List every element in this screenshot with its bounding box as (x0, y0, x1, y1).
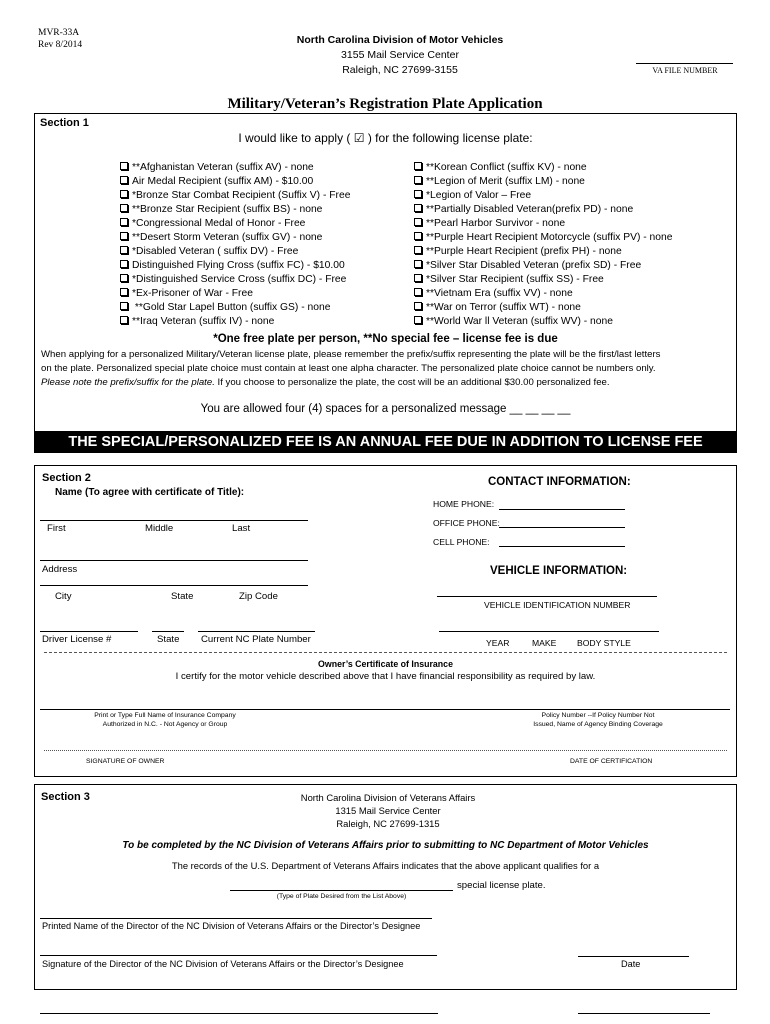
checkbox[interactable] (120, 190, 128, 198)
cell-phone-label: CELL PHONE: (433, 537, 490, 547)
dva-instruction: To be completed by the NC Division of Veterans Affairs prior to submitting to NC Department of Motor Vehicles (122, 840, 649, 851)
year-label: YEAR (486, 638, 510, 648)
checkbox[interactable] (414, 218, 422, 226)
current-plate-input-line[interactable] (198, 631, 315, 632)
checkbox[interactable] (414, 176, 422, 184)
plate-option[interactable]: **Purple Heart Recipient (prefix PH) - none (414, 245, 622, 259)
plate-option[interactable]: *Bronze Star Combat Recipient (Suffix V) - Free (120, 189, 350, 203)
plate-option[interactable]: **War on Terror (suffix WT) - none (414, 301, 581, 315)
checkbox[interactable] (120, 162, 128, 170)
page-title: Military/Veteran’s Registration Plate Application (227, 96, 543, 112)
dashed-divider (44, 652, 727, 653)
checkbox[interactable] (414, 302, 422, 310)
dmv-address-line2: Raleigh, NC 27699-3155 (342, 64, 458, 76)
checkbox[interactable] (120, 288, 128, 296)
policy-number-label-2: Issued, Name of Agency Binding Coverage (533, 721, 663, 728)
plate-option[interactable]: *Silver Star Disabled Veteran (prefix SD) - Free (414, 259, 641, 273)
va-file-number-line[interactable] (636, 63, 733, 64)
insurance-company-label-2: Authorized in N.C. - Not Agency or Group (102, 721, 228, 728)
contact-info-title: CONTACT INFORMATION: (488, 476, 631, 488)
section1-label: Section 1 (40, 117, 89, 129)
plate-option[interactable]: Air Medal Recipient (suffix AM) - $10.00 (120, 175, 313, 189)
checkbox[interactable] (120, 302, 128, 310)
year-make-body-input-line[interactable] (439, 631, 659, 632)
plate-option[interactable]: **Desert Storm Veteran (suffix GV) - none (120, 231, 322, 245)
plate-option[interactable]: **Korean Conflict (suffix KV) - none (414, 161, 587, 175)
checkbox[interactable] (414, 260, 422, 268)
dva-address-line1: 1315 Mail Service Center (335, 805, 441, 816)
make-label: MAKE (532, 638, 557, 648)
name-label: Name (To agree with certificate of Title): (55, 487, 245, 498)
city-label: City (55, 591, 72, 602)
plate-option[interactable]: *Disabled Veteran ( suffix DV) - Free (120, 245, 298, 259)
personalization-para-line3: Please note the prefix/suffix for the plate. If you choose to personalize the plate, the cost will be an additional $30.00 personalized fee. (41, 377, 610, 388)
plate-option[interactable]: *Ex-Prisoner of War - Free (120, 287, 253, 301)
signature-of-owner-label: SIGNATURE OF OWNER (86, 758, 165, 765)
printed-name-label: Printed Name of the Director of the NC Division of Veterans Affairs or the Director’s Designee (42, 921, 421, 931)
plate-option[interactable]: Distinguished Flying Cross (suffix FC) - $10.00 (120, 259, 345, 273)
va-file-number-label: VA FILE NUMBER (652, 66, 718, 75)
plate-type-input-line[interactable] (230, 890, 453, 891)
checkbox[interactable] (120, 274, 128, 282)
fee-note: *One free plate per person, **No special fee – license fee is due (213, 333, 558, 345)
checkbox[interactable] (120, 246, 128, 254)
plate-option[interactable]: **Bronze Star Recipient (suffix BS) - none (120, 203, 322, 217)
last-name-label: Last (232, 523, 251, 534)
current-plate-label: Current NC Plate Number (201, 634, 311, 645)
checkbox[interactable] (414, 274, 422, 282)
dva-address-line2: Raleigh, NC 27699-1315 (336, 818, 440, 829)
plate-option[interactable]: *Silver Star Recipient (suffix SS) - Free (414, 273, 604, 287)
cell-phone-input-line[interactable] (499, 546, 625, 547)
plate-prompt: I would like to apply ( ☑ ) for the following license plate: (238, 131, 533, 145)
date-label: Date (621, 959, 641, 969)
checkbox[interactable] (414, 190, 422, 198)
revision-date: Rev 8/2014 (38, 40, 83, 50)
checkbox[interactable] (414, 232, 422, 240)
dmv-agency-name: North Carolina Division of Motor Vehicles (296, 34, 504, 46)
form-id: MVR-33A (38, 28, 80, 38)
checkbox[interactable] (120, 232, 128, 240)
dva-agency-name: North Carolina Division of Veterans Affairs (300, 792, 476, 803)
plate-option[interactable]: **Legion of Merit (suffix LM) - none (414, 175, 585, 189)
plate-option[interactable]: **Pearl Harbor Survivor - none (414, 217, 565, 231)
checkbox[interactable] (414, 204, 422, 212)
first-name-label: First (47, 523, 66, 534)
director-signature-input-line[interactable] (40, 955, 437, 956)
vin-label: VEHICLE IDENTIFICATION NUMBER (484, 600, 631, 610)
section2-box (34, 465, 737, 777)
checkbox[interactable] (120, 218, 128, 226)
plate-option[interactable]: **Gold Star Lapel Button (suffix GS) - none (120, 301, 330, 315)
personalization-para-line1: When applying for a personalized Military/Veteran license plate, please remember the prefix/suffix representing the plate will be the first/last letters (41, 349, 661, 360)
records-statement: The records of the U.S. Department of Veterans Affairs indicates that the above applicant qualifies for a (171, 860, 600, 871)
checkbox[interactable] (120, 204, 128, 212)
checkbox[interactable] (414, 316, 422, 324)
plate-option[interactable]: **Afghanistan Veteran (suffix AV) - none (120, 161, 314, 175)
fee-banner: THE SPECIAL/PERSONALIZED FEE IS AN ANNUAL FEE DUE IN ADDITION TO LICENSE FEE (34, 431, 737, 453)
plate-option[interactable]: *Distinguished Service Cross (suffix DC) - Free (120, 273, 346, 287)
zip-code-label: Zip Code (239, 591, 278, 602)
home-phone-label: HOME PHONE: (433, 499, 495, 509)
checkbox[interactable] (414, 246, 422, 254)
plate-option[interactable]: **Purple Heart Recipient Motorcycle (suffix PV) - none (414, 231, 672, 245)
address-input-line[interactable] (40, 560, 308, 561)
dl-state-input-line[interactable] (152, 631, 184, 632)
plate-option[interactable]: *Legion of Valor – Free (414, 189, 531, 203)
director-signature-label: Signature of the Director of the NC Division of Veterans Affairs or the Director’s Designee (42, 959, 404, 969)
dl-state-label: State (157, 634, 180, 645)
vin-input-line[interactable] (437, 596, 657, 597)
name-input-line[interactable] (40, 520, 308, 521)
owner-signature-line[interactable] (44, 750, 727, 751)
dmv-address-line1: 3155 Mail Service Center (341, 49, 459, 61)
middle-name-label: Middle (145, 523, 174, 534)
date-of-certification-label: DATE OF CERTIFICATION (570, 758, 653, 765)
checkbox[interactable] (414, 288, 422, 296)
special-plate-text: special license plate. (457, 880, 546, 891)
plate-option[interactable]: *Congressional Medal of Honor - Free (120, 217, 305, 231)
insurance-company-label-1: Print or Type Full Name of Insurance Company (94, 712, 236, 719)
footer-line-right (578, 1013, 710, 1014)
date-input-line[interactable] (578, 956, 689, 957)
office-phone-input-line[interactable] (499, 527, 625, 528)
plate-option[interactable]: **World War ll Veteran (suffix WV) - none (414, 315, 613, 329)
insurance-certification: I certify for the motor vehicle described above that I have financial responsibility as required by law. (175, 671, 596, 682)
state-label: State (171, 591, 194, 602)
personalization-para-line2: on the plate. Personalized special plate choice must contain at least one alpha character. The personalized plate choice cannot be numbers only. (41, 363, 656, 374)
insurance-input-line[interactable] (40, 709, 730, 710)
vehicle-info-title: VEHICLE INFORMATION: (490, 565, 628, 577)
checkbox[interactable] (414, 162, 422, 170)
section2-label: Section 2 (42, 472, 91, 484)
plate-option[interactable]: **Iraq Veteran (suffix IV) - none (120, 315, 274, 329)
printed-name-input-line[interactable] (40, 918, 432, 919)
driver-license-input-line[interactable] (40, 631, 138, 632)
checkbox[interactable] (120, 260, 128, 268)
footer-line-left (40, 1013, 438, 1014)
office-phone-label: OFFICE PHONE: (433, 518, 500, 528)
address-label: Address (42, 564, 78, 575)
policy-number-label-1: Policy Number --If Policy Number Not (541, 712, 655, 719)
checkbox[interactable] (120, 316, 128, 324)
plate-option[interactable]: **Vietnam Era (suffix VV) - none (414, 287, 573, 301)
section3-label: Section 3 (41, 791, 90, 803)
checkbox[interactable] (120, 176, 128, 184)
plate-option[interactable]: **Partially Disabled Veteran(prefix PD) - none (414, 203, 633, 217)
insurance-title: Owner’s Certificate of Insurance (318, 659, 453, 669)
body-style-label: BODY STYLE (577, 638, 631, 648)
personalized-spaces-text: You are allowed four (4) spaces for a personalized message __ __ __ __ (200, 403, 571, 415)
city-state-zip-input-line[interactable] (40, 585, 308, 586)
plate-type-caption: (Type of Plate Desired from the List Above) (276, 893, 407, 900)
driver-license-label: Driver License # (42, 634, 112, 645)
home-phone-input-line[interactable] (499, 509, 625, 510)
